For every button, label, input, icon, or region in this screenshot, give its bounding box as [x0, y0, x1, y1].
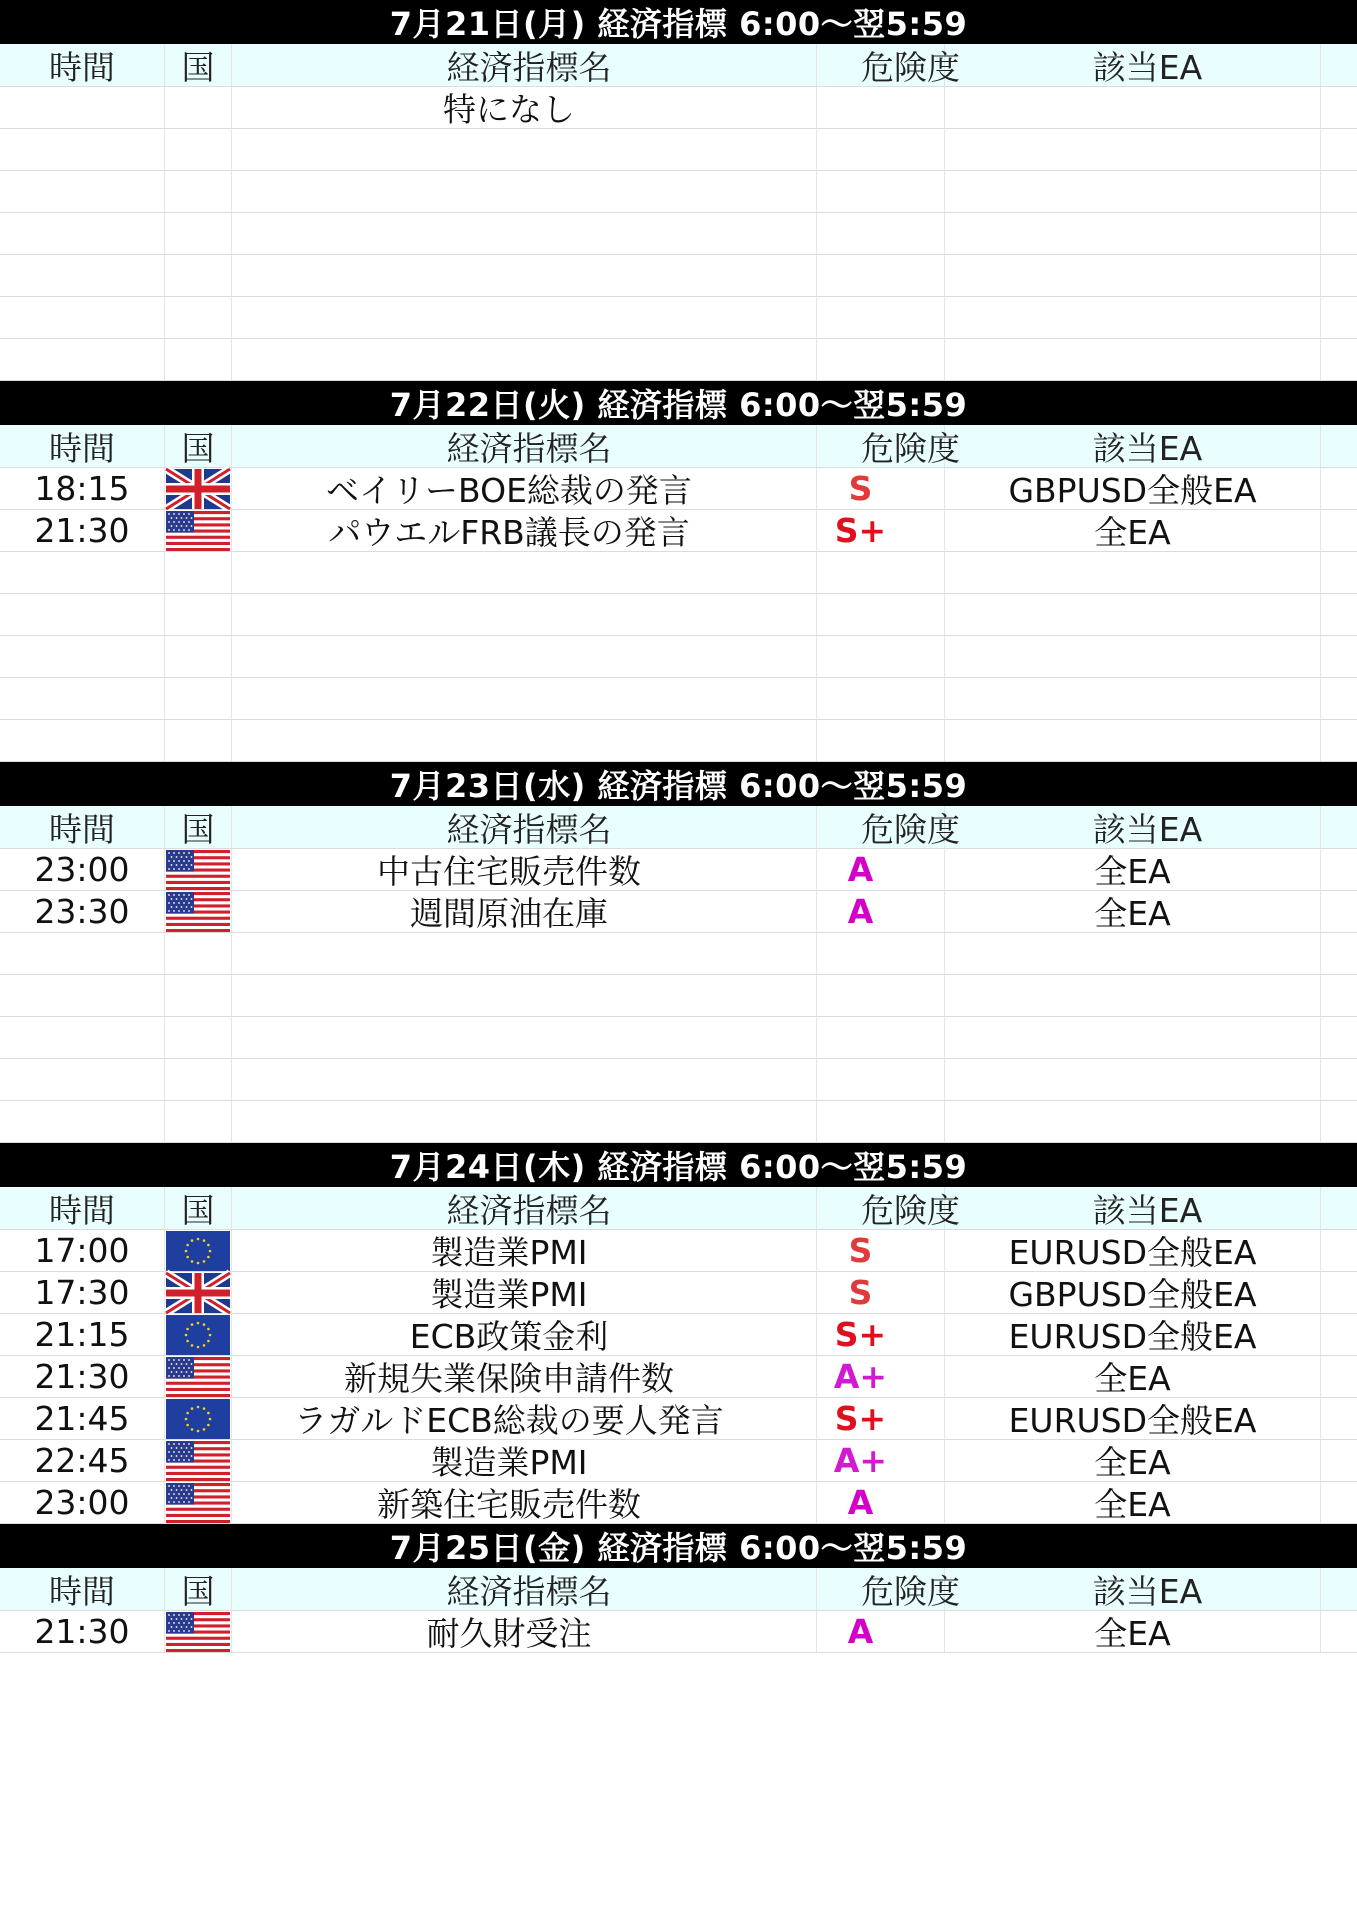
- column-header-risk: 危険度: [817, 806, 945, 848]
- empty-cell: [0, 552, 165, 593]
- empty-cell: [232, 255, 817, 296]
- empty-cell: [232, 552, 817, 593]
- empty-cell: [1321, 1059, 1357, 1100]
- target-ea-cell: 全EA: [945, 1482, 1321, 1523]
- empty-cell: [945, 213, 1321, 254]
- us-flag-icon: [166, 892, 230, 932]
- empty-cell: [945, 297, 1321, 338]
- column-header-risk: 危険度: [817, 425, 945, 467]
- table-row[interactable]: [0, 1230, 1357, 1272]
- empty-cell: [817, 933, 945, 974]
- empty-cell: [165, 255, 232, 296]
- time-cell: 23:00: [0, 1482, 165, 1523]
- table-row[interactable]: [0, 1611, 1357, 1653]
- empty-cell: [945, 594, 1321, 635]
- empty-row: [0, 720, 1357, 762]
- empty-cell: [817, 1101, 945, 1142]
- time-cell: 21:30: [0, 1611, 165, 1652]
- time-cell: 17:30: [0, 1272, 165, 1313]
- day-section: [0, 1143, 1357, 1524]
- empty-cell: [232, 1059, 817, 1100]
- time-cell: 21:30: [0, 1356, 165, 1397]
- indicator-name-cell: 製造業PMI: [232, 1272, 817, 1313]
- empty-cell: [232, 297, 817, 338]
- empty-row: [0, 933, 1357, 975]
- target-ea-cell: GBPUSD全般EA: [945, 1272, 1321, 1313]
- country-cell: [165, 1611, 232, 1652]
- risk-cell: [817, 87, 945, 128]
- risk-level: S: [848, 1273, 873, 1312]
- us-flag-icon: [166, 511, 230, 551]
- empty-cell: [945, 975, 1321, 1016]
- target-ea-cell: 全EA: [945, 891, 1321, 932]
- indicator-name-cell: 製造業PMI: [232, 1230, 817, 1271]
- column-header-time: 時間: [0, 425, 165, 467]
- empty-cell: [165, 933, 232, 974]
- empty-cell: [817, 129, 945, 170]
- empty-cell: [0, 255, 165, 296]
- empty-row: [0, 552, 1357, 594]
- country-cell: [165, 510, 232, 551]
- empty-cell: [817, 594, 945, 635]
- empty-cell: [232, 975, 817, 1016]
- indicator-name-cell: 特になし: [232, 87, 817, 128]
- risk-level: S+: [834, 511, 887, 550]
- table-row[interactable]: [0, 1314, 1357, 1356]
- empty-cell: [817, 255, 945, 296]
- risk-level: A: [847, 1612, 874, 1651]
- uk-flag-icon: [166, 1273, 230, 1313]
- risk-level: A+: [833, 1357, 888, 1396]
- indicator-name-cell: 製造業PMI: [232, 1440, 817, 1481]
- country-cell: [165, 468, 232, 509]
- empty-cell: [945, 129, 1321, 170]
- column-header-time: 時間: [0, 806, 165, 848]
- empty-cell: [945, 1017, 1321, 1058]
- empty-cell: [0, 975, 165, 1016]
- row-spacer: [1321, 1314, 1357, 1355]
- empty-cell: [1321, 975, 1357, 1016]
- target-ea-cell: 全EA: [945, 1356, 1321, 1397]
- column-header-time: 時間: [0, 44, 165, 86]
- risk-cell: [817, 1482, 945, 1523]
- table-row[interactable]: [0, 1482, 1357, 1524]
- column-header-row: [0, 806, 1357, 849]
- table-row[interactable]: [0, 1356, 1357, 1398]
- empty-cell: [945, 933, 1321, 974]
- risk-level: S+: [834, 1315, 887, 1354]
- empty-cell: [945, 171, 1321, 212]
- empty-cell: [817, 297, 945, 338]
- empty-cell: [1321, 552, 1357, 593]
- country-cell: [165, 1314, 232, 1355]
- table-row[interactable]: [0, 1272, 1357, 1314]
- empty-row: [0, 636, 1357, 678]
- country-cell: [165, 1272, 232, 1313]
- empty-row: [0, 594, 1357, 636]
- empty-row: [0, 1059, 1357, 1101]
- empty-cell: [232, 171, 817, 212]
- day-header: 7月22日(火) 経済指標 6:00〜翌5:59: [0, 381, 1357, 425]
- day-section: [0, 1524, 1357, 1653]
- column-header-risk: 危険度: [817, 44, 945, 86]
- indicator-name-cell: ラガルドECB総裁の要人発言: [232, 1398, 817, 1439]
- risk-cell: [817, 891, 945, 932]
- indicator-name-cell: 週間原油在庫: [232, 891, 817, 932]
- risk-level: S: [848, 1231, 873, 1270]
- empty-row: [0, 213, 1357, 255]
- empty-cell: [1321, 213, 1357, 254]
- empty-cell: [1321, 129, 1357, 170]
- risk-cell: [817, 468, 945, 509]
- empty-cell: [165, 552, 232, 593]
- empty-cell: [165, 678, 232, 719]
- risk-cell: [817, 1398, 945, 1439]
- country-cell: [165, 87, 232, 128]
- empty-cell: [1321, 171, 1357, 212]
- column-header-spacer: [1321, 1187, 1357, 1229]
- eu-flag-icon: [166, 1399, 230, 1439]
- us-flag-icon: [166, 1441, 230, 1481]
- us-flag-icon: [166, 1483, 230, 1523]
- column-header-country: 国: [165, 806, 232, 848]
- time-cell: 21:30: [0, 510, 165, 551]
- country-cell: [165, 1398, 232, 1439]
- target-ea-cell: GBPUSD全般EA: [945, 468, 1321, 509]
- row-spacer: [1321, 1398, 1357, 1439]
- time-cell: 23:30: [0, 891, 165, 932]
- empty-cell: [0, 1017, 165, 1058]
- empty-cell: [817, 171, 945, 212]
- column-header-risk: 危険度: [817, 1568, 945, 1610]
- risk-cell: [817, 849, 945, 890]
- row-spacer: [1321, 849, 1357, 890]
- row-spacer: [1321, 1611, 1357, 1652]
- empty-cell: [165, 213, 232, 254]
- us-flag-icon: [166, 850, 230, 890]
- empty-cell: [945, 339, 1321, 380]
- row-spacer: [1321, 1230, 1357, 1271]
- empty-cell: [232, 1101, 817, 1142]
- day-section: [0, 762, 1357, 1143]
- indicator-name-cell: ECB政策金利: [232, 1314, 817, 1355]
- empty-row: [0, 678, 1357, 720]
- empty-cell: [945, 1101, 1321, 1142]
- empty-cell: [1321, 1017, 1357, 1058]
- day-header: 7月21日(月) 経済指標 6:00〜翌5:59: [0, 0, 1357, 44]
- us-flag-icon: [166, 1612, 230, 1652]
- risk-cell: [817, 1356, 945, 1397]
- empty-cell: [817, 636, 945, 677]
- time-cell: 17:00: [0, 1230, 165, 1271]
- country-cell: [165, 1440, 232, 1481]
- empty-cell: [0, 636, 165, 677]
- risk-cell: [817, 510, 945, 551]
- time-cell: 21:15: [0, 1314, 165, 1355]
- empty-cell: [817, 678, 945, 719]
- uk-flag-icon: [166, 469, 230, 509]
- risk-level: A: [847, 1483, 874, 1522]
- target-ea-cell: EURUSD全般EA: [945, 1314, 1321, 1355]
- empty-cell: [945, 636, 1321, 677]
- column-header-name: 経済指標名: [232, 1187, 817, 1229]
- target-ea-cell: EURUSD全般EA: [945, 1398, 1321, 1439]
- empty-cell: [165, 975, 232, 1016]
- risk-level: S+: [834, 1399, 887, 1438]
- empty-cell: [1321, 339, 1357, 380]
- empty-cell: [945, 552, 1321, 593]
- empty-cell: [945, 255, 1321, 296]
- day-section: [0, 0, 1357, 381]
- time-cell: [0, 87, 165, 128]
- column-header-spacer: [1321, 425, 1357, 467]
- empty-cell: [0, 1101, 165, 1142]
- empty-cell: [165, 339, 232, 380]
- empty-row: [0, 1101, 1357, 1143]
- empty-cell: [1321, 594, 1357, 635]
- empty-cell: [945, 678, 1321, 719]
- table-row[interactable]: [0, 891, 1357, 933]
- risk-level: S: [848, 469, 873, 508]
- indicator-name-cell: パウエルFRB議長の発言: [232, 510, 817, 551]
- risk-level: A: [847, 892, 874, 931]
- column-header-ea: 該当EA: [945, 44, 1321, 86]
- country-cell: [165, 891, 232, 932]
- empty-cell: [232, 594, 817, 635]
- empty-cell: [1321, 297, 1357, 338]
- target-ea-cell: 全EA: [945, 1440, 1321, 1481]
- column-header-ea: 該当EA: [945, 425, 1321, 467]
- empty-cell: [0, 297, 165, 338]
- target-ea-cell: 全EA: [945, 510, 1321, 551]
- country-cell: [165, 1230, 232, 1271]
- empty-cell: [165, 594, 232, 635]
- empty-cell: [1321, 636, 1357, 677]
- empty-cell: [165, 129, 232, 170]
- risk-cell: [817, 1230, 945, 1271]
- table-row[interactable]: [0, 510, 1357, 552]
- column-header-row: [0, 1187, 1357, 1230]
- empty-cell: [1321, 933, 1357, 974]
- row-spacer: [1321, 1482, 1357, 1523]
- country-cell: [165, 1356, 232, 1397]
- empty-cell: [165, 1017, 232, 1058]
- day-header: 7月24日(木) 経済指標 6:00〜翌5:59: [0, 1143, 1357, 1187]
- empty-row: [0, 1017, 1357, 1059]
- empty-cell: [817, 720, 945, 761]
- empty-cell: [165, 720, 232, 761]
- eu-flag-icon: [166, 1231, 230, 1271]
- empty-cell: [232, 129, 817, 170]
- day-header: 7月25日(金) 経済指標 6:00〜翌5:59: [0, 1524, 1357, 1568]
- empty-cell: [0, 213, 165, 254]
- day-header: 7月23日(水) 経済指標 6:00〜翌5:59: [0, 762, 1357, 806]
- risk-level: A+: [833, 1441, 888, 1480]
- empty-cell: [232, 636, 817, 677]
- empty-cell: [0, 1059, 165, 1100]
- column-header-spacer: [1321, 44, 1357, 86]
- row-spacer: [1321, 1356, 1357, 1397]
- empty-cell: [232, 1017, 817, 1058]
- risk-cell: [817, 1611, 945, 1652]
- indicator-name-cell: 新築住宅販売件数: [232, 1482, 817, 1523]
- risk-cell: [817, 1314, 945, 1355]
- empty-cell: [165, 1059, 232, 1100]
- risk-cell: [817, 1272, 945, 1313]
- target-ea-cell: 全EA: [945, 849, 1321, 890]
- eu-flag-icon: [166, 1315, 230, 1355]
- table-row[interactable]: [0, 849, 1357, 891]
- indicator-name-cell: 中古住宅販売件数: [232, 849, 817, 890]
- country-cell: [165, 849, 232, 890]
- column-header-name: 経済指標名: [232, 806, 817, 848]
- column-header-ea: 該当EA: [945, 1187, 1321, 1229]
- column-header-country: 国: [165, 1568, 232, 1610]
- day-section: [0, 381, 1357, 762]
- column-header-risk: 危険度: [817, 1187, 945, 1229]
- empty-cell: [0, 720, 165, 761]
- column-header-country: 国: [165, 1187, 232, 1229]
- empty-cell: [0, 171, 165, 212]
- column-header-spacer: [1321, 806, 1357, 848]
- column-header-ea: 該当EA: [945, 806, 1321, 848]
- empty-cell: [0, 339, 165, 380]
- column-header-country: 国: [165, 425, 232, 467]
- row-spacer: [1321, 891, 1357, 932]
- column-header-name: 経済指標名: [232, 1568, 817, 1610]
- empty-cell: [165, 636, 232, 677]
- country-cell: [165, 1482, 232, 1523]
- column-header-row: [0, 425, 1357, 468]
- indicator-name-cell: ベイリーBOE総裁の発言: [232, 468, 817, 509]
- column-header-time: 時間: [0, 1187, 165, 1229]
- column-header-ea: 該当EA: [945, 1568, 1321, 1610]
- empty-row: [0, 129, 1357, 171]
- empty-cell: [817, 975, 945, 1016]
- indicator-name-cell: 新規失業保険申請件数: [232, 1356, 817, 1397]
- empty-cell: [817, 1059, 945, 1100]
- row-spacer: [1321, 1272, 1357, 1313]
- column-header-spacer: [1321, 1568, 1357, 1610]
- empty-cell: [232, 213, 817, 254]
- target-ea-cell: [945, 87, 1321, 128]
- empty-cell: [165, 1101, 232, 1142]
- empty-cell: [945, 1059, 1321, 1100]
- empty-cell: [0, 594, 165, 635]
- empty-row: [0, 255, 1357, 297]
- empty-cell: [232, 720, 817, 761]
- indicator-name-cell: 耐久財受注: [232, 1611, 817, 1652]
- time-cell: 23:00: [0, 849, 165, 890]
- column-header-row: [0, 44, 1357, 87]
- empty-cell: [817, 213, 945, 254]
- table-row[interactable]: [0, 1398, 1357, 1440]
- target-ea-cell: EURUSD全般EA: [945, 1230, 1321, 1271]
- column-header-time: 時間: [0, 1568, 165, 1610]
- time-cell: 21:45: [0, 1398, 165, 1439]
- empty-cell: [1321, 678, 1357, 719]
- empty-row: [0, 975, 1357, 1017]
- row-spacer: [1321, 87, 1357, 128]
- column-header-name: 経済指標名: [232, 425, 817, 467]
- table-row[interactable]: [0, 468, 1357, 510]
- empty-cell: [817, 339, 945, 380]
- empty-cell: [0, 678, 165, 719]
- empty-cell: [817, 1017, 945, 1058]
- table-row[interactable]: [0, 1440, 1357, 1482]
- empty-cell: [0, 129, 165, 170]
- row-spacer: [1321, 1440, 1357, 1481]
- time-cell: 18:15: [0, 468, 165, 509]
- target-ea-cell: 全EA: [945, 1611, 1321, 1652]
- column-header-country: 国: [165, 44, 232, 86]
- empty-cell: [165, 171, 232, 212]
- row-spacer: [1321, 510, 1357, 551]
- us-flag-icon: [166, 1357, 230, 1397]
- table-row[interactable]: [0, 87, 1357, 129]
- empty-row: [0, 171, 1357, 213]
- column-header-name: 経済指標名: [232, 44, 817, 86]
- empty-cell: [232, 933, 817, 974]
- empty-cell: [1321, 720, 1357, 761]
- empty-row: [0, 339, 1357, 381]
- risk-level: A: [847, 850, 874, 889]
- empty-cell: [232, 339, 817, 380]
- empty-row: [0, 297, 1357, 339]
- empty-cell: [1321, 255, 1357, 296]
- empty-cell: [232, 678, 817, 719]
- empty-cell: [945, 720, 1321, 761]
- row-spacer: [1321, 468, 1357, 509]
- time-cell: 22:45: [0, 1440, 165, 1481]
- empty-cell: [0, 933, 165, 974]
- empty-cell: [1321, 1101, 1357, 1142]
- risk-cell: [817, 1440, 945, 1481]
- column-header-row: [0, 1568, 1357, 1611]
- empty-cell: [817, 552, 945, 593]
- empty-cell: [165, 297, 232, 338]
